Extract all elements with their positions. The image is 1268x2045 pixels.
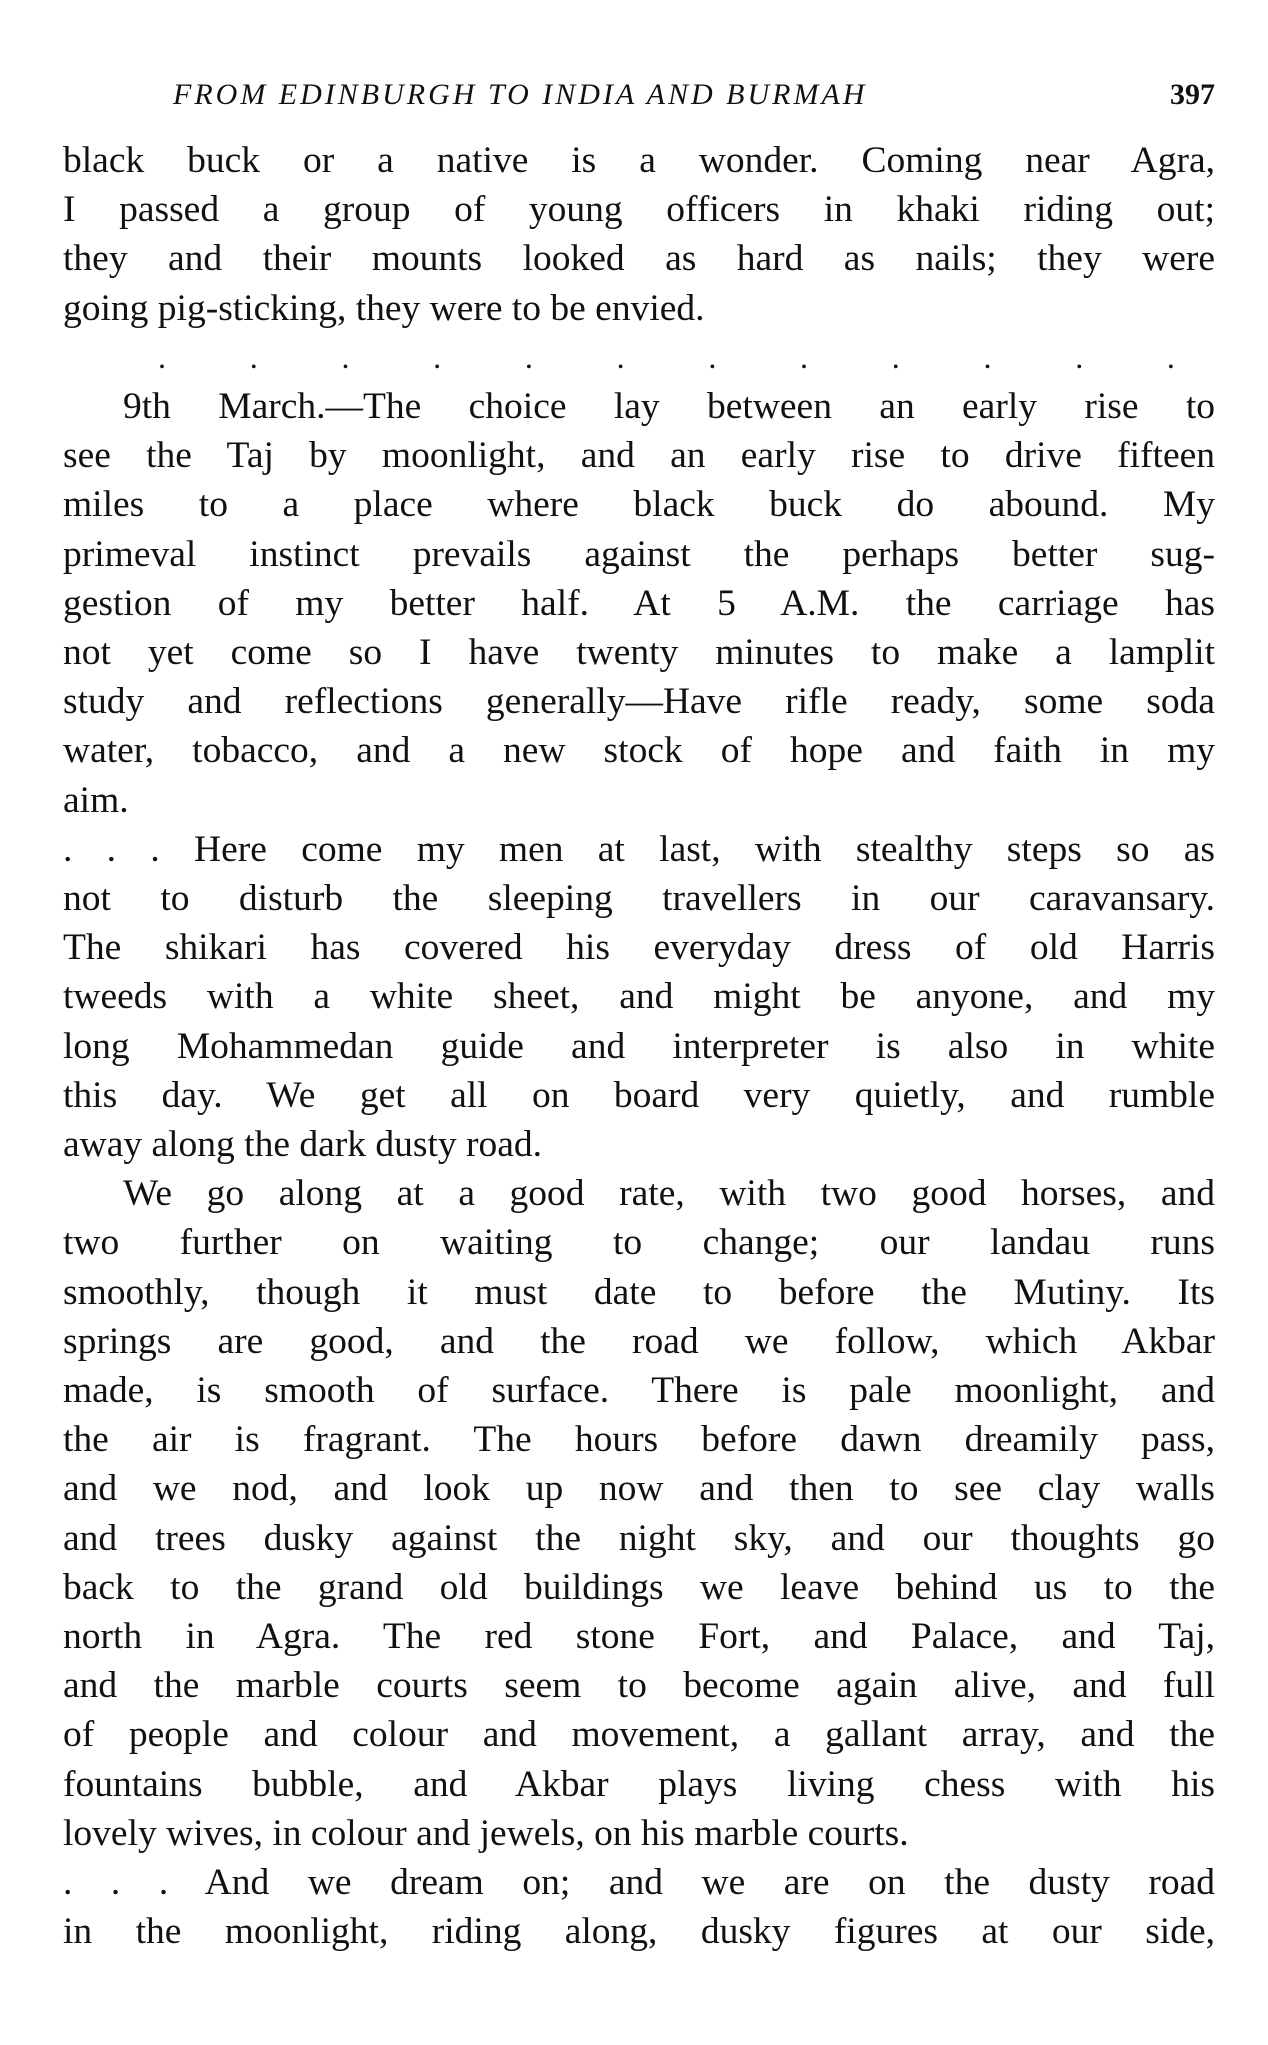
text-line: away along the dark dusty road. [63, 1124, 543, 1166]
text-line: primeval instinct prevails against the perhaps better sug- [63, 533, 1215, 575]
text-line: fountains bubble, and Akbar plays living chess with his [63, 1763, 1215, 1805]
text-line: and trees dusky against the night sky, and our thoughts go [63, 1517, 1215, 1559]
paragraph-5 [63, 1858, 1215, 1956]
dot: . [1166, 338, 1175, 375]
text-line: see the Taj by moonlight, and an early rise to drive fifteen [63, 435, 1215, 477]
section-break-dots [63, 333, 1215, 382]
page-number: 397 [1170, 78, 1215, 111]
dot: . [616, 338, 625, 375]
text-line: . . . And we dream on; and we are on the dusty road [63, 1862, 1215, 1904]
text-line: water, tobacco, and a new stock of hope and faith in my [63, 730, 1215, 772]
text-line: going pig-sticking, they were to be envied. [63, 287, 705, 329]
dot: . [891, 338, 900, 375]
text-line: 9th March.—The choice lay between an early rise to [123, 386, 1215, 427]
text-line: made, is smooth of surface. There is pale moonlight, and [63, 1370, 1215, 1412]
text-line: gestion of my better half. At 5 A.M. the carriage has [63, 582, 1215, 624]
text-line: aim. [63, 779, 129, 821]
paragraph-1 [63, 136, 1215, 333]
text-line: smoothly, though it must date to before the Mutiny. Its [63, 1271, 1215, 1313]
text-line: and we nod, and look up now and then to see clay walls [63, 1468, 1215, 1510]
dot: . [341, 338, 350, 375]
text-line: this day. We get all on board very quietly, and rumble [63, 1074, 1215, 1116]
dot: . [433, 338, 442, 375]
text-line: . . . Here come my men at last, with stealthy steps so as [63, 828, 1215, 870]
body-text [63, 136, 1215, 1957]
text-line: miles to a place where black buck do abound. My [63, 484, 1215, 526]
text-line: the air is fragrant. The hours before dawn dreamily pass, [63, 1419, 1215, 1461]
running-title: FROM EDINBURGH TO INDIA AND BURMAH [173, 78, 868, 111]
text-line: and the marble courts seem to become again alive, and full [63, 1665, 1215, 1707]
text-line: springs are good, and the road we follow, which Akbar [63, 1320, 1215, 1362]
dot: . [524, 338, 533, 375]
book-page [63, 78, 1215, 1957]
text-line: not yet come so I have twenty minutes to make a lamplit [63, 632, 1215, 674]
dot: . [158, 338, 166, 375]
dot: . [249, 338, 258, 375]
text-line: lovely wives, in colour and jewels, on his marble courts. [63, 1812, 909, 1854]
text-line: study and reflections generally—Have rifle ready, some soda [63, 681, 1215, 723]
text-line: two further on waiting to change; our landau runs [63, 1222, 1215, 1264]
dot: . [800, 338, 809, 375]
paragraph-3 [63, 825, 1215, 1169]
paragraph-4 [63, 1169, 1215, 1858]
paragraph-2 [63, 382, 1215, 825]
text-line: We go along at a good rate, with two good horses, and [123, 1173, 1215, 1215]
text-line: The shikari has covered his everyday dress of old Harris [63, 927, 1215, 969]
text-line: I passed a group of young officers in khaki riding out; [63, 189, 1215, 231]
dot: . [983, 338, 992, 375]
dot: . [1075, 338, 1084, 375]
text-line: black buck or a native is a wonder. Coming near Agra, [63, 140, 1215, 181]
text-line: back to the grand old buildings we leave behind us to the [63, 1566, 1215, 1608]
text-line: of people and colour and movement, a gallant array, and the [63, 1714, 1215, 1756]
text-line: not to disturb the sleeping travellers in our caravansary. [63, 878, 1215, 920]
running-head [63, 78, 1215, 122]
text-line: north in Agra. The red stone Fort, and Palace, and Taj, [63, 1616, 1215, 1658]
text-line: in the moonlight, riding along, dusky figures at our side, [63, 1911, 1215, 1953]
text-line: tweeds with a white sheet, and might be anyone, and my [63, 976, 1215, 1018]
text-line: they and their mounts looked as hard as nails; they were [63, 238, 1215, 280]
dot: . [708, 338, 717, 375]
text-line: long Mohammedan guide and interpreter is also in white [63, 1025, 1215, 1067]
